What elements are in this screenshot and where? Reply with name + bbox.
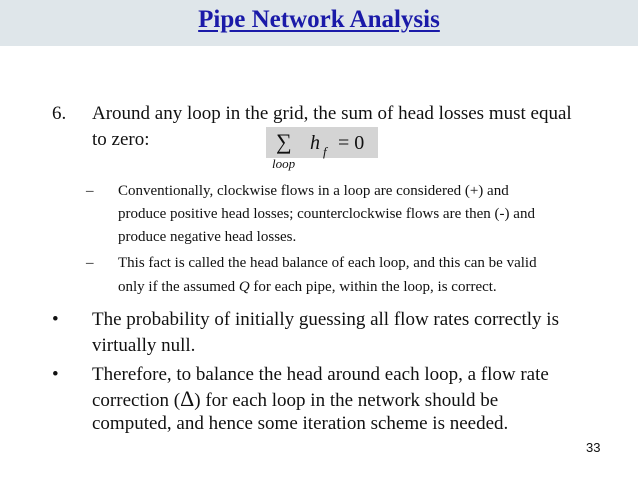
sub-bullet-dash: – xyxy=(86,255,94,271)
item6-line2: to zero: xyxy=(92,129,150,150)
equation-subscript: f xyxy=(323,144,327,159)
bullet-marker: • xyxy=(52,364,59,385)
text-segment: correction ( xyxy=(92,390,181,411)
text-segment: ) for each loop in the network should be xyxy=(194,390,499,411)
bullet-line: The probability of initially guessing all flow rates correctly is xyxy=(92,309,559,330)
sub-bullet-line: Conventionally, clockwise flows in a loop are considered (+) and xyxy=(118,183,509,199)
equation-variable: h xyxy=(310,132,320,154)
bullet-line: virtually null. xyxy=(92,335,196,356)
text-segment: only if the assumed xyxy=(118,279,239,295)
item6-line1: Around any loop in the grid, the sum of head losses must equal xyxy=(92,103,572,124)
delta-symbol: Δ xyxy=(180,386,195,411)
page-number: 33 xyxy=(586,440,601,455)
sub-bullet-dash: – xyxy=(86,183,94,199)
q-variable: Q xyxy=(238,279,250,295)
bullet-line: computed, and hence some iteration scheme is needed. xyxy=(92,413,509,434)
sub-bullet-line: produce negative head losses. xyxy=(118,229,297,245)
bullet-line xyxy=(92,386,498,414)
equation-under-label: loop xyxy=(272,156,296,171)
bullet-line: Therefore, to balance the head around each loop, a flow rate xyxy=(92,364,549,385)
sub-bullet-line: produce positive head losses; counterclockwise flows are then (-) and xyxy=(118,206,535,222)
equation-rhs: = 0 xyxy=(338,132,365,154)
item-number: 6. xyxy=(52,103,67,124)
sub-bullet-line xyxy=(118,276,497,299)
text-segment: for each pipe, within the loop, is correct. xyxy=(249,279,497,295)
sub-bullet-line: This fact is called the head balance of each loop, and this can be valid xyxy=(118,255,537,271)
sigma-symbol: ∑ xyxy=(276,129,292,154)
bullet-marker: • xyxy=(52,309,59,330)
slide-title: Pipe Network Analysis xyxy=(198,6,440,33)
